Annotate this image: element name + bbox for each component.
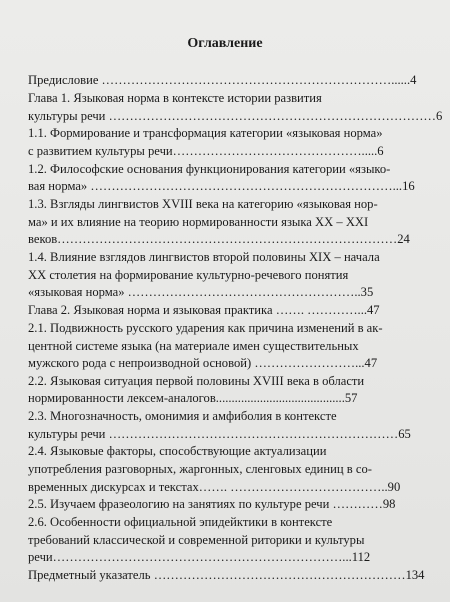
toc-line: центной системе языка (на материале имен существительных: [28, 339, 359, 353]
toc-line: употребления разговорных, жаргонных, сленговых единиц в со-: [28, 462, 372, 476]
toc-line: 1.3. Взгляды лингвистов XVIII века на категорию «языковая нор-: [28, 197, 378, 211]
toc-line: Предметный указатель ……………………………………………………134: [28, 568, 425, 582]
toc-title: Оглавление: [187, 36, 263, 51]
toc-line: мужского рода с непроизводной основой) ……………………...47: [28, 356, 378, 370]
toc-line: «языковая норма» ………………………………………………..35: [28, 285, 374, 299]
toc-line: 1.2. Философские основания функционирования категории «языко-: [28, 162, 391, 176]
toc-line: веков………………………………………………………………………24: [28, 232, 410, 246]
toc-line: 2.2. Языковая ситуация первой половины XVIII века в области: [28, 374, 365, 388]
toc-line: Глава 2. Языковая норма и языковая практика ……. …………...47: [28, 303, 380, 317]
toc-line: ма» и их влияние на теорию нормированности языка XX – XXI: [28, 215, 369, 229]
toc-line: 1.1. Формирование и трансформация категории «языковая норма»: [28, 126, 383, 140]
toc-line: 1.4. Влияние взглядов лингвистов второй половины XIX – начала: [28, 250, 380, 264]
toc-line: культуры речи ……………………………………………………………………6: [28, 109, 443, 123]
toc-line: 2.4. Языковые факторы, способствующие актуализации: [28, 444, 327, 458]
toc-line: 2.5. Изучаем фразеологию на занятиях по культуре речи …………98: [28, 497, 396, 511]
toc-line: Глава 1. Языковая норма в контексте истории развития: [28, 91, 322, 105]
toc-line: культуры речи ……………………………………………………………65: [28, 427, 411, 441]
toc-line: 2.1. Подвижность русского ударения как причина изменений в ак-: [28, 321, 383, 335]
toc-line: речи……………………………………………………………...112: [28, 550, 371, 564]
toc-line: 2.3. Многозначность, омонимия и амфиболия в контексте: [28, 409, 337, 423]
toc-line: временных дискурсах и текстах……. ………………………………..90: [28, 480, 401, 494]
toc-line: вая норма» ………………………………………………………………...16: [28, 179, 415, 193]
toc-line: 2.6. Особенности официальной эпидейктики в контексте: [28, 515, 333, 529]
toc-line: XX столетия на формирование культурно-речевого понятия: [28, 268, 349, 282]
toc-line: требований классической и современной риторики и культуры: [28, 533, 365, 547]
toc-line: нормированности лексем-аналогов.........................................57: [28, 391, 358, 405]
toc-line: с развитием культуры речи……………………………………….....6: [28, 144, 384, 158]
toc-line: Предисловие ……………………………………………………………......4: [28, 73, 417, 87]
